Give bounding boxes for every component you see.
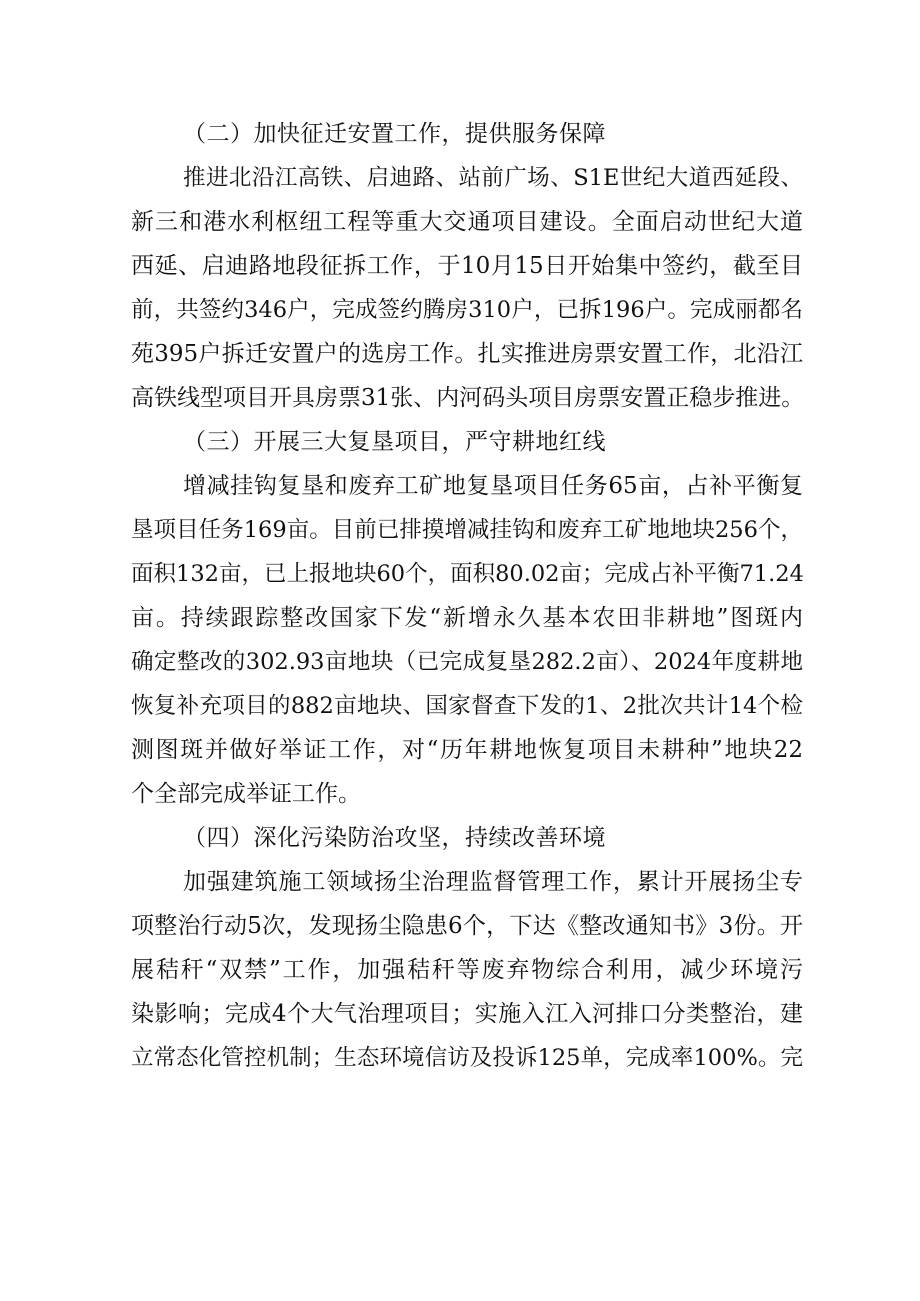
paragraph-line: 西延、启迪路地段征拆工作，于10月15日开始集中签约，截至目 — [131, 253, 803, 279]
paragraph-line: 增减挂钩复垦和废弃工矿地复垦项目任务65亩，占补平衡复 — [183, 473, 803, 499]
paragraph-line: 加强建筑施工领域扬尘治理监督管理工作，累计开展扬尘专 — [183, 869, 803, 895]
paragraph-line: 垦项目任务169亩。目前已排摸增减挂钩和废弃工矿地地块256个， — [131, 517, 803, 543]
paragraph-line: 确定整改的302.93亩地块（已完成复垦282.2亩）、2024年度耕地 — [131, 649, 803, 675]
paragraph-line: 测图斑并做好举证工作，对“历年耕地恢复项目未耕种”地块22 — [131, 737, 803, 763]
paragraph-line: 亩。持续跟踪整改国家下发“新增永久基本农田非耕地”图斑内 — [131, 605, 803, 631]
paragraph-line: 新三和港水利枢纽工程等重大交通项目建设。全面启动世纪大道 — [131, 209, 803, 235]
section-heading-2: （二）加快征迁安置工作，提供服务保障 — [183, 121, 606, 147]
paragraph-line: 个全部完成举证工作。 — [131, 781, 361, 807]
paragraph-line: 染影响；完成4个大气治理项目；实施入江入河排口分类整治，建 — [131, 1001, 803, 1027]
paragraph-line: 立常态化管控机制；生态环境信访及投诉125单，完成率100%。完 — [131, 1045, 803, 1071]
paragraph-line: 恢复补充项目的882亩地块、国家督查下发的1、2批次共计14个检 — [131, 693, 803, 719]
paragraph-line: 高铁线型项目开具房票31张、内河码头项目房票安置正稳步推进。 — [131, 385, 805, 411]
document-body — [131, 112, 803, 1080]
paragraph-line: 面积132亩，已上报地块60个，面积80.02亩；完成占补平衡71.24 — [131, 561, 804, 587]
paragraph-line: 推进北沿江高铁、启迪路、站前广场、S1E世纪大道西延段、 — [183, 165, 803, 191]
paragraph-line: 前，共签约346户，完成签约腾房310户，已拆196户。完成丽都名 — [131, 297, 803, 323]
paragraph-line: 苑395户拆迁安置户的选房工作。扎实推进房票安置工作，北沿江 — [131, 341, 803, 367]
section-heading-3: （三）开展三大复垦项目，严守耕地红线 — [183, 429, 606, 455]
paragraph-line: 展秸秆“双禁”工作，加强秸秆等废弃物综合利用，减少环境污 — [131, 957, 803, 983]
paragraph-line: 项整治行动5次，发现扬尘隐患6个，下达《整改通知书》3份。开 — [131, 913, 803, 939]
section-heading-4: （四）深化污染防治攻坚，持续改善环境 — [183, 825, 606, 851]
